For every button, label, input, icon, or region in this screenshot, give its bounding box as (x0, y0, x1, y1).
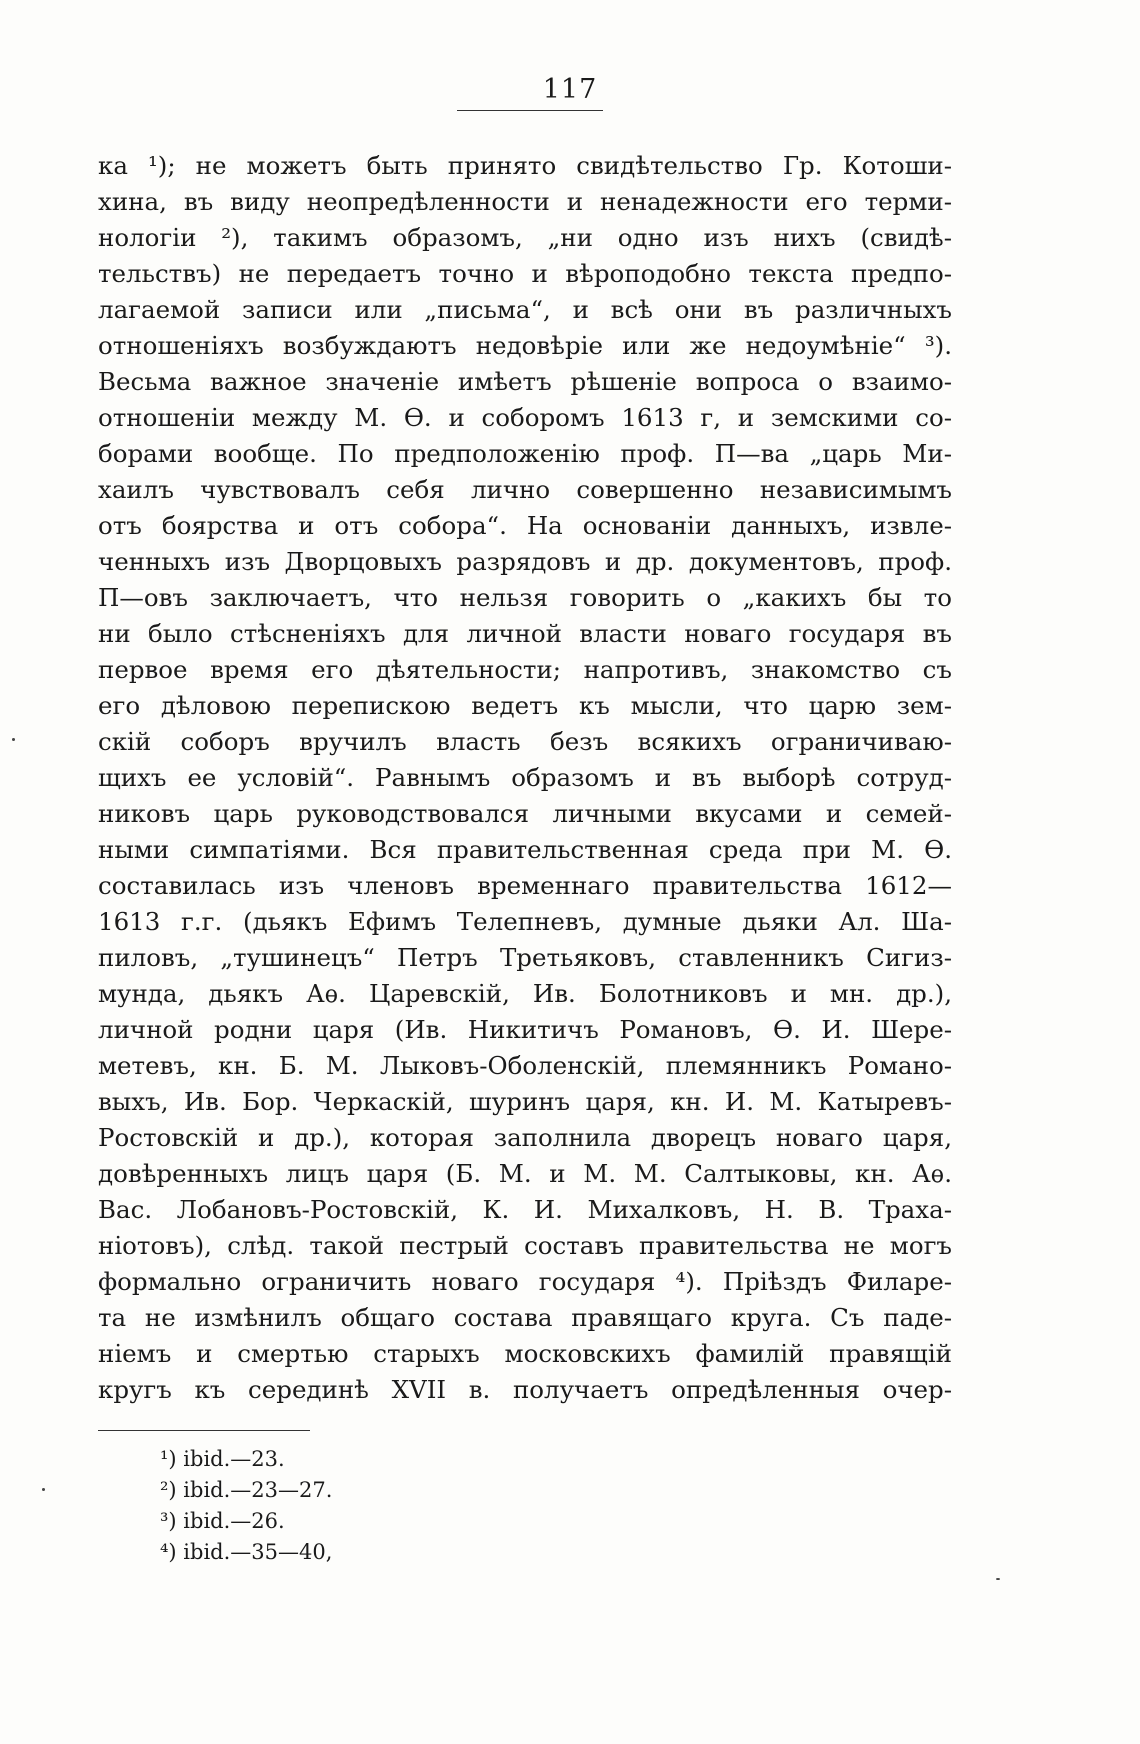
footnote-rule (98, 1430, 310, 1431)
text-line: лагаемой записи или „письма“, и всѣ они въ различныхъ (98, 295, 952, 324)
footnote: ³) ibid.—26. (160, 1509, 285, 1533)
body-text (98, 148, 952, 1408)
print-speck (12, 738, 15, 741)
text-line: составилась изъ членовъ временнаго правительства 1612— (98, 871, 952, 900)
page-number-rule (457, 110, 603, 111)
footnote: ²) ibid.—23—27. (160, 1478, 333, 1502)
text-line: щихъ ее условій“. Равнымъ образомъ и въ выборѣ сотруд- (98, 763, 952, 792)
text-line: ни было стѣсненіяхъ для личной власти новаго государя въ (98, 619, 952, 648)
text-line: пиловъ, „тушинецъ“ Петръ Третьяковъ, ставленникъ Сигиз- (98, 943, 952, 972)
text-line: Весьма важное значеніе имѣетъ рѣшеніе вопроса о взаимо- (98, 367, 952, 396)
text-line: личной родни царя (Ив. Никитичъ Романовъ, Ѳ. И. Шере- (98, 1015, 952, 1044)
text-line: ченныхъ изъ Дворцовыхъ разрядовъ и др. документовъ, проф. (98, 547, 952, 576)
print-speck (42, 1488, 45, 1491)
text-line: ніотовъ), слѣд. такой пестрый составъ правительства не могъ (98, 1231, 952, 1260)
text-line: отношеніи между М. Ѳ. и соборомъ 1613 г, и земскими со- (98, 403, 952, 432)
print-speck (996, 1578, 1000, 1580)
footnote: ⁴) ibid.—35—40, (160, 1540, 333, 1564)
text-line: первое время его дѣятельности; напротивъ, знакомство съ (98, 655, 952, 684)
text-line: Ростовскій и др.), которая заполнила дворецъ новаго царя, (98, 1123, 952, 1152)
footnote: ¹) ibid.—23. (160, 1447, 285, 1471)
text-line: ка ¹); не можетъ быть принято свидѣтельство Гр. Котоши- (98, 151, 952, 180)
text-line: ными симпатіями. Вся правительственная среда при М. Ѳ. (98, 835, 952, 864)
text-line: никовъ царь руководствовался личными вкусами и семей- (98, 799, 952, 828)
text-line: П—овъ заключаетъ, что нельзя говорить о „какихъ бы то (98, 583, 952, 612)
text-line: его дѣловою перепискою ведетъ къ мысли, что царю зем- (98, 691, 952, 720)
text-line: отношеніяхъ возбуждаютъ недовѣріе или же недоумѣніе“ ³). (98, 331, 952, 360)
text-line: ніемъ и смертью старыхъ московскихъ фамилій правящій (98, 1339, 952, 1368)
text-line: выхъ, Ив. Бор. Черкаскій, шуринъ царя, кн. И. М. Катыревъ- (98, 1087, 952, 1116)
text-line: кругъ къ серединѣ XVII в. получаетъ опредѣленныя очер- (98, 1375, 952, 1404)
text-line: отъ боярства и отъ собора“. На основаніи данныхъ, извле- (98, 511, 952, 540)
text-line: мунда, дьякъ Аѳ. Царевскій, Ив. Болотниковъ и мн. др.), (98, 979, 952, 1008)
text-line: хина, въ виду неопредѣленности и ненадежности его терми- (98, 187, 952, 216)
text-line: нологіи ²), такимъ образомъ, „ни одно изъ нихъ (свидѣ- (98, 223, 952, 252)
text-line: формально ограничить новаго государя ⁴). Пріѣздъ Филаре- (98, 1267, 952, 1296)
text-line: 1613 г.г. (дьякъ Ефимъ Телепневъ, думные дьяки Ал. Ша- (98, 907, 952, 936)
text-line: та не измѣнилъ общаго состава правящаго круга. Съ паде- (98, 1303, 952, 1332)
text-line: довѣренныхъ лицъ царя (Б. М. и М. М. Салтыковы, кн. Аѳ. (98, 1159, 952, 1188)
text-line: хаилъ чувствовалъ себя лично совершенно независимымъ (98, 475, 952, 504)
text-line: борами вообще. По предположенію проф. П—ва „царь Ми- (98, 439, 952, 468)
text-line: Вас. Лобановъ-Ростовскій, К. И. Михалковъ, Н. В. Траха- (98, 1195, 952, 1224)
footnotes (160, 1444, 660, 1568)
page-number: 117 (542, 74, 598, 105)
text-line: метевъ, кн. Б. М. Лыковъ-Оболенскій, племянникъ Романо- (98, 1051, 952, 1080)
text-line: тельствъ) не передаетъ точно и вѣроподобно текста предпо- (98, 259, 952, 288)
text-line: скій соборъ вручилъ власть безъ всякихъ ограничиваю- (98, 727, 952, 756)
